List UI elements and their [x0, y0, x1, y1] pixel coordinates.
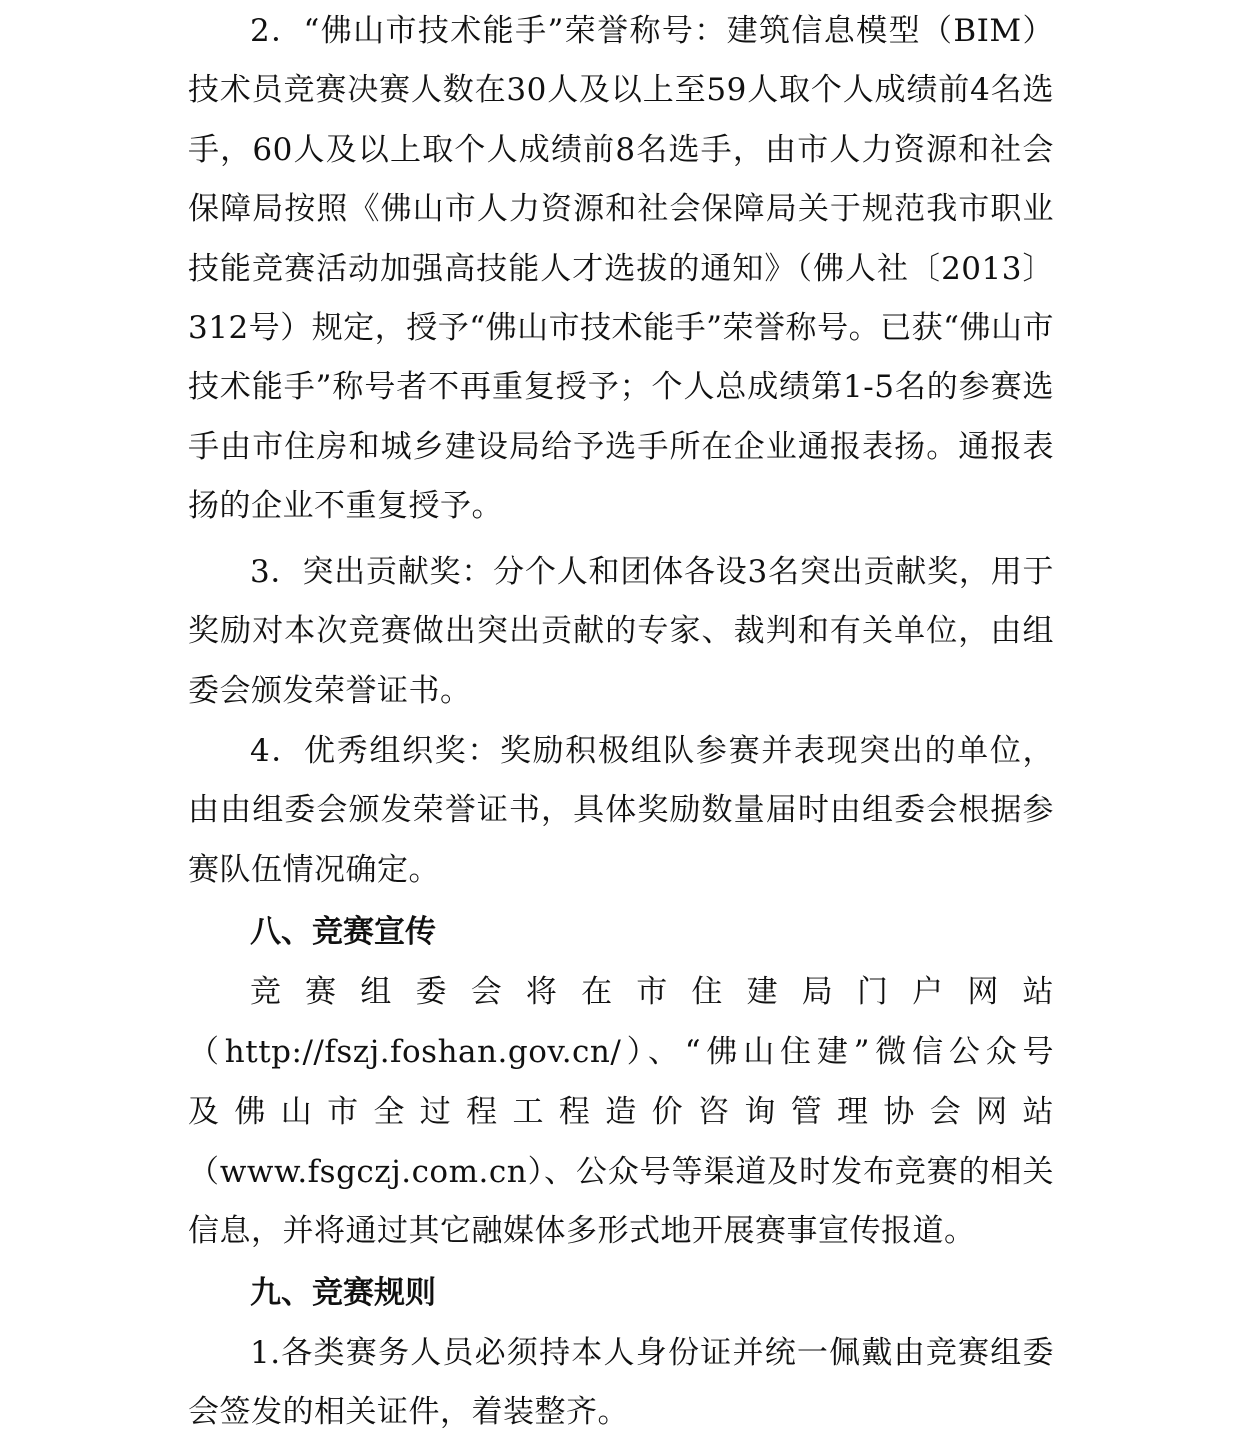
section-heading-rules: 九、竞赛规则: [250, 1275, 436, 1311]
publicity-rest: （www.fsgczj.com.cn）、公众号等渠道及时发布竞赛的相关信息，并将通过其它融媒体多形式地开展赛事宣传报道。: [188, 1154, 1054, 1250]
publicity-line-3: 及佛山市全过程工程造价咨询管理协会网站: [188, 1094, 1054, 1130]
paragraph-organization-award: 4．优秀组织奖：奖励积极组队参赛并表现突出的单位，由由组委会颁发荣誉证书，具体奖励数量届时由组委会根据参赛队伍情况确定。: [188, 733, 1054, 888]
rule-1: 1.各类赛务人员必须持本人身份证并统一佩戴由竞赛组委会签发的相关证件，着装整齐。: [188, 1335, 1054, 1431]
section-heading-publicity: 八、竞赛宣传: [250, 914, 436, 950]
publicity-line-1: 竞赛组委会将在市住建局门户网站: [250, 974, 1054, 1010]
paragraph-contribution-award: 3．突出贡献奖：分个人和团体各设3名突出贡献奖，用于奖励对本次竞赛做出突出贡献的专家、裁判和有关单位，由组委会颁发荣誉证书。: [188, 554, 1054, 709]
paragraph-honor-title: 2．“佛山市技术能手”荣誉称号：建筑信息模型（BIM）技术员竞赛决赛人数在30人及以上至59人取个人成绩前4名选手，60人及以上取个人成绩前8名选手，由市人力资源和社会保障局按照《佛山市人力资源和社会保障局关于规范我市职业技能竞赛活动加强高技能人才选拔的通知》（佛人社〔2013〕312号）规定，授予“佛山市技术能手”荣誉称号。已获“佛山市技术能手”称号者不再重复授予；个人总成绩第1-5名的参赛选手由市住房和城乡建设局给予选手所在企业通报表扬。通报表扬的企业不重复授予。: [188, 13, 1054, 525]
publicity-line-2: （http://fszj.foshan.gov.cn/）、“佛山住建”微信公众号: [188, 1034, 1054, 1070]
